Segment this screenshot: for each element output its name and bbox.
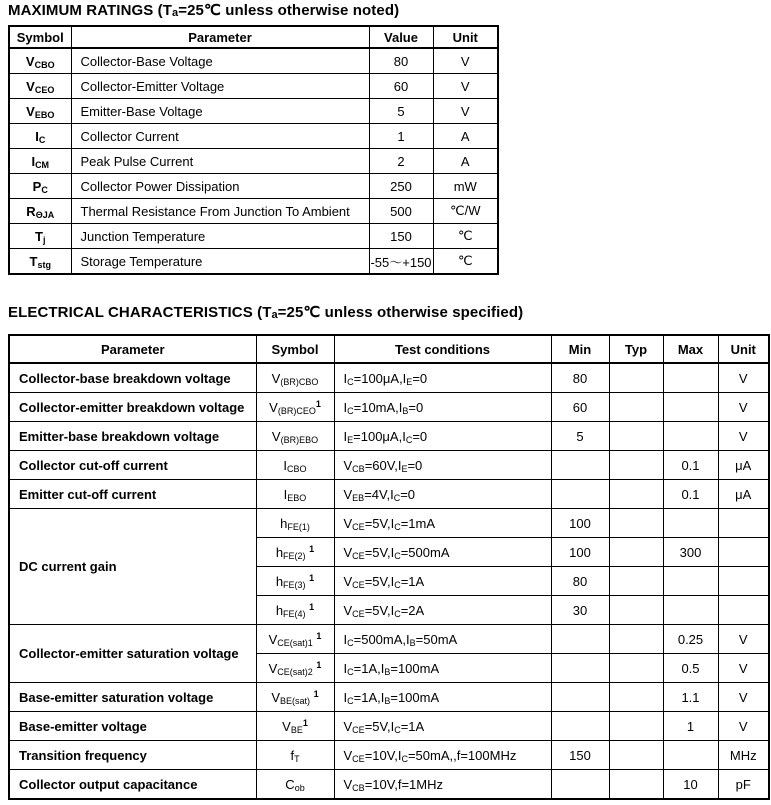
table-row	[9, 393, 769, 422]
max-ratings-title: MAXIMUM RATINGS ($T_a=25℃$ unless otherwise noted)	[8, 2, 400, 19]
cell-max: 0.1	[663, 451, 718, 480]
table-row	[9, 99, 498, 124]
cell-parameter: Transition frequency	[9, 741, 256, 770]
cell-max: 1	[663, 712, 718, 741]
cell-test-conditions: $V_{CB}=10V,f=1MHz$	[334, 770, 551, 800]
cell-unit: ℃	[433, 249, 498, 275]
cell-min	[551, 480, 609, 509]
cell-min: 150	[551, 741, 609, 770]
table-row	[9, 451, 769, 480]
cell-typ	[609, 480, 663, 509]
cell-typ	[609, 683, 663, 712]
table-row	[9, 509, 769, 538]
cell-typ	[609, 567, 663, 596]
cell-min	[551, 712, 609, 741]
cell-value: 2	[369, 149, 433, 174]
cell-value: 250	[369, 174, 433, 199]
cell-symbol: $I_{CM}$	[9, 149, 71, 174]
cell-symbol: $V_{(BR)CBO}$	[256, 363, 334, 393]
cell-value: 500	[369, 199, 433, 224]
table-row	[9, 149, 498, 174]
cell-value: 60	[369, 74, 433, 99]
cell-value: 80	[369, 48, 433, 74]
cell-max: 10	[663, 770, 718, 800]
cell-symbol: $h_{FE(2)}$ $^1$	[256, 538, 334, 567]
column-header-max: Max	[663, 335, 718, 363]
cell-unit: V	[718, 393, 769, 422]
table-row	[9, 625, 769, 654]
cell-max	[663, 422, 718, 451]
cell-symbol: $V_{CE(sat)1}$ $^1$	[256, 625, 334, 654]
header-row	[9, 335, 769, 363]
cell-max	[663, 363, 718, 393]
cell-test-conditions: $I_E=100\mu A,I_C=0$	[334, 422, 551, 451]
cell-min: 30	[551, 596, 609, 625]
cell-unit	[718, 596, 769, 625]
table-row	[9, 741, 769, 770]
cell-typ	[609, 770, 663, 800]
cell-max	[663, 567, 718, 596]
cell-parameter: Collector Current	[71, 124, 369, 149]
cell-parameter: Collector cut-off current	[9, 451, 256, 480]
cell-test-conditions: $I_C=1A,I_B=100mA$	[334, 683, 551, 712]
table-row	[9, 683, 769, 712]
cell-max: 1.1	[663, 683, 718, 712]
cell-max: 0.25	[663, 625, 718, 654]
cell-symbol: $P_C$	[9, 174, 71, 199]
cell-test-conditions: $V_{CE}=10V,I_C=50mA,,f=100MHz$	[334, 741, 551, 770]
cell-unit	[718, 509, 769, 538]
cell-unit: MHz	[718, 741, 769, 770]
cell-test-conditions: $I_C=1A,I_B=100mA$	[334, 654, 551, 683]
cell-min: 100	[551, 538, 609, 567]
cell-parameter: Emitter-base breakdown voltage	[9, 422, 256, 451]
cell-unit: pF	[718, 770, 769, 800]
cell-max	[663, 741, 718, 770]
cell-unit: V	[718, 683, 769, 712]
column-header-parameter: Parameter	[9, 335, 256, 363]
cell-symbol: $V_{CEO}$	[9, 74, 71, 99]
cell-symbol: $T_j$	[9, 224, 71, 249]
cell-max	[663, 393, 718, 422]
cell-parameter: Collector-base breakdown voltage	[9, 363, 256, 393]
cell-parameter: Emitter-Base Voltage	[71, 99, 369, 124]
cell-unit: μA	[718, 451, 769, 480]
cell-symbol: $I_{CBO}$	[256, 451, 334, 480]
cell-symbol: $C_{ob}$	[256, 770, 334, 800]
cell-parameter: Collector Power Dissipation	[71, 174, 369, 199]
cell-parameter: DC current gain	[9, 509, 256, 625]
cell-typ	[609, 451, 663, 480]
cell-unit: ℃	[433, 224, 498, 249]
cell-min: 80	[551, 567, 609, 596]
cell-test-conditions: $I_C=10mA,I_B=0$	[334, 393, 551, 422]
cell-min: 60	[551, 393, 609, 422]
cell-typ	[609, 741, 663, 770]
cell-min: 80	[551, 363, 609, 393]
cell-test-conditions: $V_{CE}=5V,I_C=1A$	[334, 712, 551, 741]
table-row	[9, 712, 769, 741]
cell-unit: V	[718, 625, 769, 654]
cell-unit: V	[433, 99, 498, 124]
cell-parameter: Collector-emitter saturation voltage	[9, 625, 256, 683]
header-row	[9, 26, 498, 48]
cell-typ	[609, 538, 663, 567]
cell-symbol: $V_{EBO}$	[9, 99, 71, 124]
cell-unit: μA	[718, 480, 769, 509]
cell-typ	[609, 712, 663, 741]
cell-typ	[609, 509, 663, 538]
cell-symbol: $I_C$	[9, 124, 71, 149]
column-header-value: Value	[369, 26, 433, 48]
cell-test-conditions: $I_C=500mA,I_B=50mA$	[334, 625, 551, 654]
cell-max: 0.5	[663, 654, 718, 683]
cell-parameter: Collector-emitter breakdown voltage	[9, 393, 256, 422]
column-header-parameter: Parameter	[71, 26, 369, 48]
cell-symbol: $f_T$	[256, 741, 334, 770]
cell-symbol: $R_{\Theta JA}$	[9, 199, 71, 224]
cell-parameter: Storage Temperature	[71, 249, 369, 275]
cell-min	[551, 683, 609, 712]
cell-parameter: Base-emitter saturation voltage	[9, 683, 256, 712]
max-ratings-table	[8, 25, 499, 275]
cell-min	[551, 770, 609, 800]
cell-unit: A	[433, 124, 498, 149]
column-header-typ: Typ	[609, 335, 663, 363]
cell-symbol: $T_{stg}$	[9, 249, 71, 275]
cell-unit: ℃/W	[433, 199, 498, 224]
cell-parameter: Junction Temperature	[71, 224, 369, 249]
cell-symbol: $h_{FE(1)}$	[256, 509, 334, 538]
cell-min	[551, 654, 609, 683]
cell-typ	[609, 596, 663, 625]
cell-parameter: Thermal Resistance From Junction To Ambient	[71, 199, 369, 224]
cell-test-conditions: $V_{CB}=60V,I_E=0$	[334, 451, 551, 480]
table-row	[9, 199, 498, 224]
cell-max: 0.1	[663, 480, 718, 509]
cell-unit: V	[718, 422, 769, 451]
cell-max	[663, 509, 718, 538]
cell-symbol: $h_{FE(4)}$ $^1$	[256, 596, 334, 625]
cell-symbol: $V_{BE}^1$	[256, 712, 334, 741]
cell-value: -55～+150	[369, 249, 433, 275]
table-row	[9, 48, 498, 74]
cell-symbol: $V_{CBO}$	[9, 48, 71, 74]
cell-typ	[609, 422, 663, 451]
cell-parameter: Collector-Base Voltage	[71, 48, 369, 74]
cell-symbol: $V_{BE(sat)}$ $^1$	[256, 683, 334, 712]
cell-test-conditions: $V_{CE}=5V,I_C=2A$	[334, 596, 551, 625]
cell-parameter: Collector-Emitter Voltage	[71, 74, 369, 99]
column-header-unit: Unit	[718, 335, 769, 363]
table-row	[9, 249, 498, 275]
cell-parameter: Collector output capacitance	[9, 770, 256, 800]
cell-test-conditions: $V_{CE}=5V,I_C=1A$	[334, 567, 551, 596]
cell-test-conditions: $V_{CE}=5V,I_C=500mA$	[334, 538, 551, 567]
cell-unit: A	[433, 149, 498, 174]
column-header-unit: Unit	[433, 26, 498, 48]
cell-max	[663, 596, 718, 625]
column-header-symbol: Symbol	[256, 335, 334, 363]
cell-value: 150	[369, 224, 433, 249]
cell-symbol: $V_{CE(sat)2}$ $^1$	[256, 654, 334, 683]
column-header-test-conditions: Test conditions	[334, 335, 551, 363]
cell-symbol: $V_{(BR)CEO}^1$	[256, 393, 334, 422]
table-row	[9, 480, 769, 509]
cell-symbol: $h_{FE(3)}$ $^1$	[256, 567, 334, 596]
cell-typ	[609, 393, 663, 422]
cell-test-conditions: $I_C=100\mu A,I_E=0$	[334, 363, 551, 393]
cell-min	[551, 625, 609, 654]
cell-unit: mW	[433, 174, 498, 199]
cell-parameter: Base-emitter voltage	[9, 712, 256, 741]
cell-unit	[718, 567, 769, 596]
cell-value: 1	[369, 124, 433, 149]
cell-value: 5	[369, 99, 433, 124]
cell-symbol: $V_{(BR)EBO}$	[256, 422, 334, 451]
cell-min: 5	[551, 422, 609, 451]
cell-unit: V	[433, 74, 498, 99]
table-row	[9, 422, 769, 451]
cell-typ	[609, 625, 663, 654]
table-row	[9, 174, 498, 199]
cell-typ	[609, 363, 663, 393]
cell-parameter: Peak Pulse Current	[71, 149, 369, 174]
cell-min: 100	[551, 509, 609, 538]
electrical-characteristics-table	[8, 334, 770, 800]
table-row	[9, 74, 498, 99]
cell-parameter: Emitter cut-off current	[9, 480, 256, 509]
table-row	[9, 770, 769, 800]
column-header-symbol: Symbol	[9, 26, 71, 48]
column-header-min: Min	[551, 335, 609, 363]
cell-unit: V	[433, 48, 498, 74]
electrical-characteristics-title: ELECTRICAL CHARACTERISTICS ($T_a=25℃$ unless otherwise specified)	[8, 304, 524, 321]
table-row	[9, 224, 498, 249]
cell-max: 300	[663, 538, 718, 567]
cell-unit: V	[718, 654, 769, 683]
cell-symbol: $I_{EBO}$	[256, 480, 334, 509]
cell-unit: V	[718, 712, 769, 741]
cell-unit: V	[718, 363, 769, 393]
cell-min	[551, 451, 609, 480]
cell-test-conditions: $V_{CE}=5V,I_C=1mA$	[334, 509, 551, 538]
table-row	[9, 124, 498, 149]
cell-test-conditions: $V_{EB}=4V,I_C=0$	[334, 480, 551, 509]
table-row	[9, 363, 769, 393]
cell-typ	[609, 654, 663, 683]
cell-unit	[718, 538, 769, 567]
